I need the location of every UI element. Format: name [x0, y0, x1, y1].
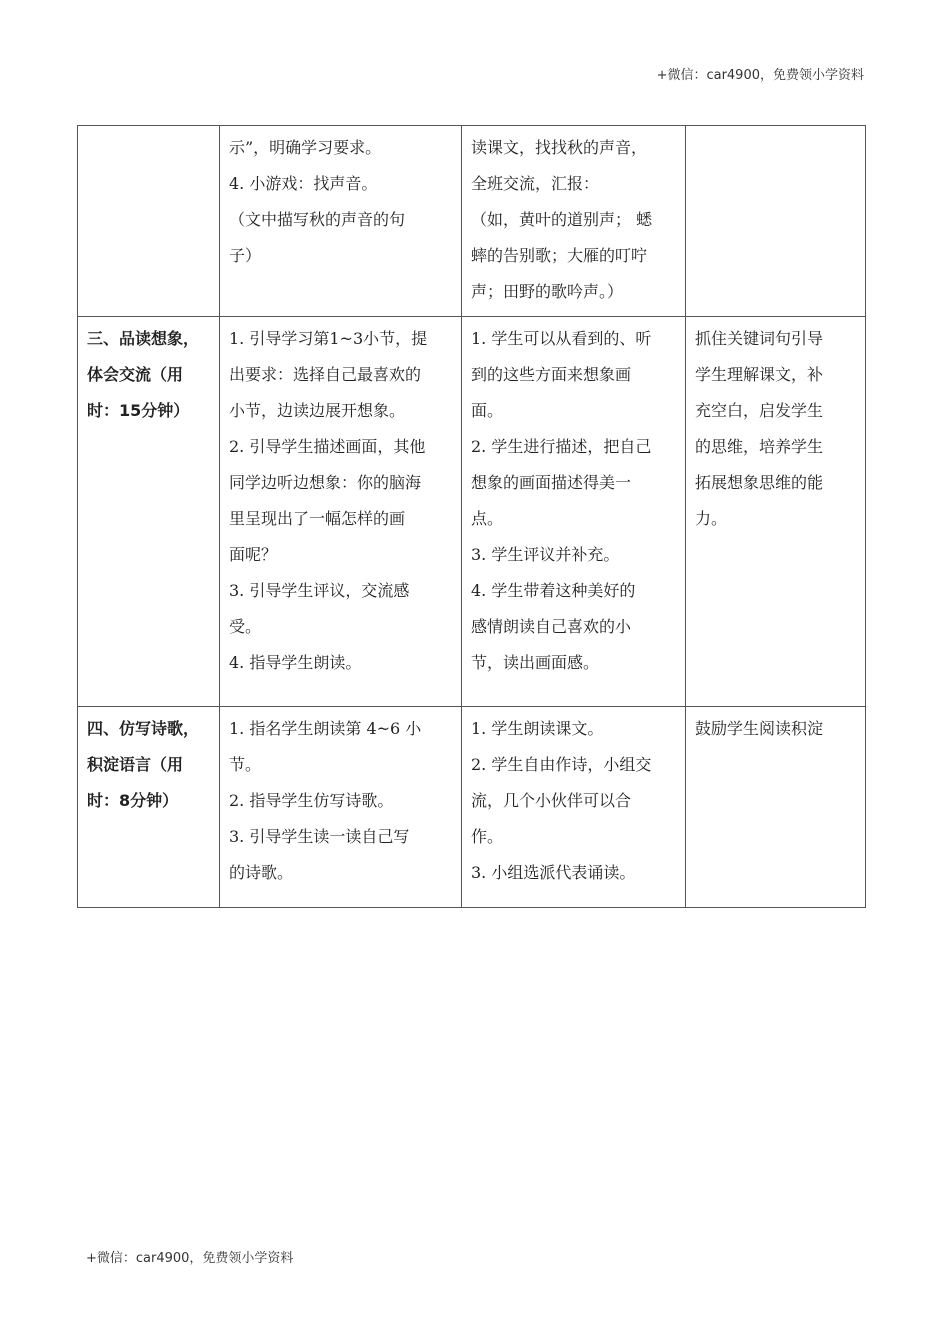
text-line: 的思维，培养学生: [695, 437, 824, 456]
text-line: 2. 指导学生仿写诗歌。: [229, 791, 394, 810]
text-line: 面。: [471, 401, 504, 420]
text-line: 力。: [695, 509, 728, 528]
text-line: 4. 小游戏：找声音。: [229, 174, 378, 193]
text-line: 小节，边读边展开想象。: [229, 401, 406, 420]
text-line: 1. 学生朗读课文。: [471, 719, 604, 738]
text-line: 3. 引导学生读一读自己写: [229, 827, 410, 846]
text-line: 节，读出画面感。: [471, 653, 600, 672]
text-line: 出要求：选择自己最喜欢的: [229, 365, 422, 384]
text-line: 到的这些方面来想象画: [471, 365, 632, 384]
design-intent-cell: [686, 707, 866, 908]
text-line: 1. 指名学生朗读第 4~6 小: [229, 719, 422, 738]
text-line: 点。: [471, 509, 504, 528]
text-line: 2. 引导学生描述画面，其他: [229, 437, 426, 456]
lesson-plan-table: [77, 125, 866, 908]
text-line: 同学边听边想象：你的脑海: [229, 473, 422, 492]
table-row: [78, 707, 866, 908]
text-line: 示”，明确学习要求。: [229, 138, 382, 157]
text-line: 4. 指导学生朗读。: [229, 653, 362, 672]
text-line: 充空白，启发学生: [695, 401, 824, 420]
text-line: 声；田野的歌吟声。）: [471, 282, 624, 301]
text-line: 1. 学生可以从看到的、听: [471, 329, 652, 348]
text-line: 4. 学生带着这种美好的: [471, 581, 636, 600]
text-line: 作。: [471, 827, 504, 846]
text-line: 的诗歌。: [229, 863, 294, 882]
header-watermark-note: +微信：car4900，免费领小学资料: [656, 68, 864, 83]
text-line: 3. 引导学生评议，交流感: [229, 581, 410, 600]
text-line: 2. 学生进行描述，把自己: [471, 437, 652, 456]
text-line: 感情朗读自己喜欢的小: [471, 617, 632, 636]
design-intent-cell: [686, 126, 866, 317]
table-row: [78, 126, 866, 317]
text-line: 里呈现出了一幅怎样的画: [229, 509, 406, 528]
student-activity-cell: [462, 126, 686, 317]
teacher-activity-cell: [220, 317, 462, 707]
student-activity-cell: [462, 317, 686, 707]
stage-cell: 三、品读想象，体会交流（用时：15分钟）: [78, 317, 220, 707]
text-line: 面呢？: [229, 545, 278, 564]
text-line: 1. 引导学习第1~3小节，提: [229, 329, 428, 348]
design-intent-cell: [686, 317, 866, 707]
text-line: 节。: [229, 755, 262, 774]
text-line: 抓住关键词句引导: [695, 329, 824, 348]
text-line: （如，黄叶的道别声； 蟋: [471, 210, 653, 229]
text-line: 3. 学生评议并补充。: [471, 545, 620, 564]
student-activity-cell: [462, 707, 686, 908]
text-line: 流，几个小伙伴可以合: [471, 791, 632, 810]
footer-watermark-note: +微信：car4900，免费领小学资料: [86, 1251, 294, 1266]
text-line: 3. 小组选派代表诵读。: [471, 863, 636, 882]
text-line: 全班交流，汇报：: [471, 174, 600, 193]
text-line: 2. 学生自由作诗，小组交: [471, 755, 652, 774]
text-line: 鼓励学生阅读积淀: [695, 719, 824, 738]
text-line: 拓展想象思维的能: [695, 473, 824, 492]
text-line: 学生理解课文，补: [695, 365, 824, 384]
teacher-activity-cell: [220, 126, 462, 317]
text-line: 蟀的告别歌；大雁的叮咛: [471, 246, 648, 265]
text-line: 受。: [229, 617, 262, 636]
text-line: （文中描写秋的声音的句: [229, 210, 406, 229]
text-line: 想象的画面描述得美一: [471, 473, 632, 492]
text-line: 子）: [229, 246, 262, 265]
stage-cell: 四、仿写诗歌，积淀语言（用时：8分钟）: [78, 707, 220, 908]
stage-cell: [78, 126, 220, 317]
text-line: 读课文，找找秋的声音，: [471, 138, 648, 157]
table-row: [78, 317, 866, 707]
teacher-activity-cell: [220, 707, 462, 908]
